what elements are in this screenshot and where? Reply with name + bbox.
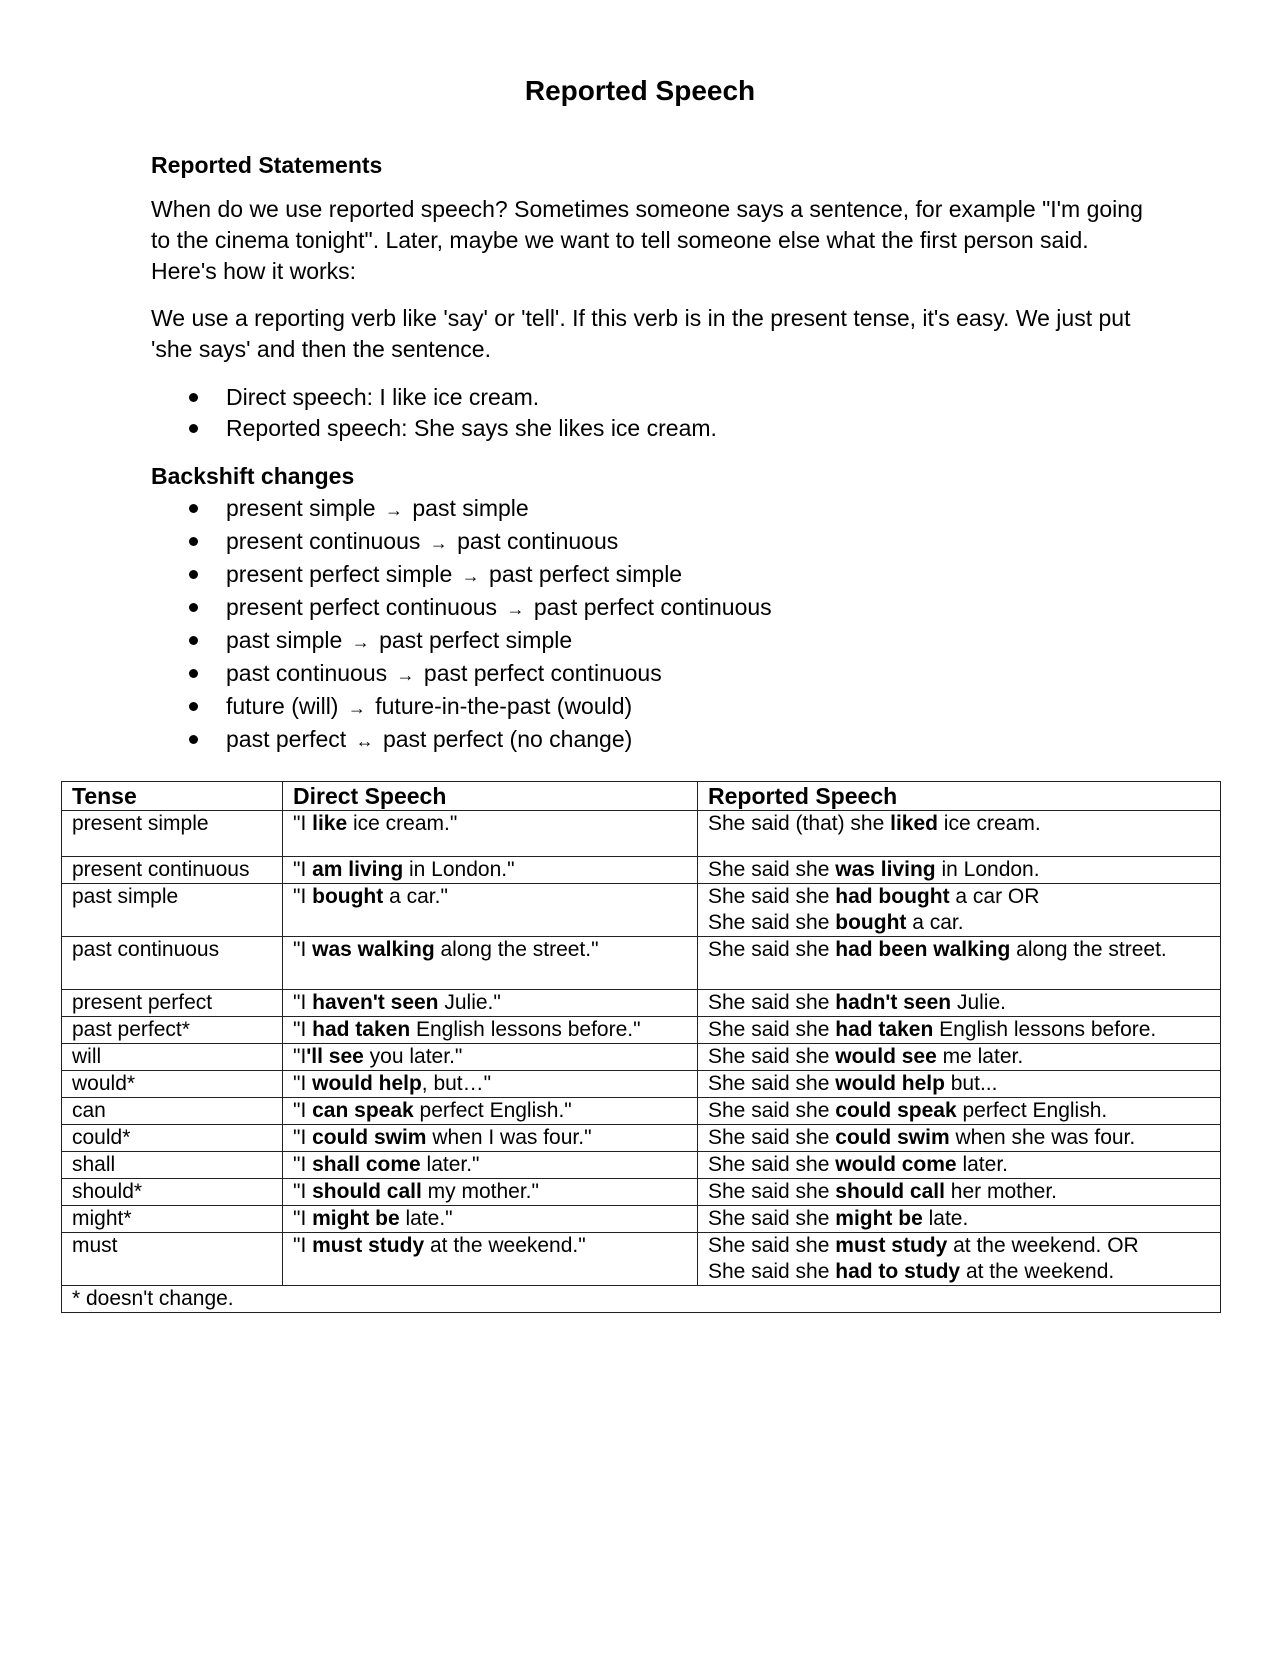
bullet-icon	[189, 504, 198, 513]
example-list	[151, 382, 1151, 444]
tense-cell: might*	[62, 1206, 283, 1233]
table-row	[62, 990, 1221, 1017]
reported-speech-cell	[698, 1152, 1221, 1179]
table-row	[62, 1125, 1221, 1152]
reported-speech-cell	[698, 1044, 1221, 1071]
right-arrow-icon: →	[461, 566, 480, 586]
table-row	[62, 1017, 1221, 1044]
right-arrow-icon: →	[506, 599, 525, 619]
reported-line: She said she must study at the weekend. OR	[708, 1234, 1139, 1257]
tense-cell: will	[62, 1044, 283, 1071]
bullet-icon	[189, 702, 198, 711]
direct-speech-cell: "I haven't seen Julie."	[283, 990, 698, 1017]
reported-speech-cell	[698, 990, 1221, 1017]
list-item: Direct speech: I like ice cream.	[151, 382, 1151, 413]
right-arrow-icon: →	[429, 533, 448, 553]
reported-speech-cell	[698, 1125, 1221, 1152]
backshift-item: past continuous → past perfect continuous	[151, 658, 1151, 691]
reported-line: She said she could speak perfect English.	[708, 1099, 1108, 1122]
footnote: * doesn't change.	[62, 1286, 1221, 1313]
reported-line: She said she could swim when she was four.	[708, 1126, 1136, 1149]
reported-line: She said she would come later.	[708, 1153, 1008, 1176]
table-row	[62, 884, 1221, 937]
reported-line: She said (that) she liked ice cream.	[708, 812, 1041, 835]
tense-table	[61, 781, 1221, 1313]
tense-cell: past perfect*	[62, 1017, 283, 1044]
bullet-icon	[189, 669, 198, 678]
direct-speech-cell: "I'll see you later."	[283, 1044, 698, 1071]
tense-cell: present continuous	[62, 857, 283, 884]
direct-speech-cell: "I would help, but…"	[283, 1071, 698, 1098]
reporting-verb-paragraph: We use a reporting verb like 'say' or 'tell'. If this verb is in the present tense, it's easy. We just put 'she says' and then the sentence.	[151, 305, 1131, 362]
reported-line: She said she had taken English lessons before.	[708, 1018, 1157, 1041]
column-header-direct: Direct Speech	[283, 782, 698, 811]
reported-speech-cell	[698, 1179, 1221, 1206]
direct-speech-cell: "I like ice cream."	[283, 811, 698, 857]
backshift-item: present continuous → past continuous	[151, 526, 1151, 559]
tense-cell: should*	[62, 1179, 283, 1206]
bullet-icon	[189, 393, 198, 402]
reported-speech-cell	[698, 1233, 1221, 1286]
direct-speech-cell: "I should call my mother."	[283, 1179, 698, 1206]
bullet-icon	[189, 424, 198, 433]
table-row	[62, 811, 1221, 857]
column-header-tense: Tense	[62, 782, 283, 811]
right-arrow-icon: →	[384, 500, 403, 520]
reported-line: She said she had been walking along the street.	[708, 938, 1167, 961]
table-row	[62, 937, 1221, 990]
reported-line: She said she was living in London.	[708, 858, 1040, 881]
backshift-item: future (will) → future-in-the-past (would)	[151, 691, 1151, 724]
reported-speech-cell	[698, 937, 1221, 990]
column-header-reported: Reported Speech	[698, 782, 1221, 811]
table-row	[62, 1152, 1221, 1179]
bullet-icon	[189, 537, 198, 546]
reported-speech-cell	[698, 857, 1221, 884]
table-header-row	[62, 782, 1221, 811]
tense-cell: past simple	[62, 884, 283, 937]
reported-line: She said she bought a car.	[708, 911, 964, 934]
backshift-item: past simple → past perfect simple	[151, 625, 1151, 658]
backshift-item: present perfect simple → past perfect simple	[151, 559, 1151, 592]
table-row	[62, 1206, 1221, 1233]
reported-speech-cell	[698, 1071, 1221, 1098]
right-arrow-icon: →	[351, 632, 370, 652]
reported-speech-cell	[698, 1017, 1221, 1044]
right-arrow-icon: →	[396, 665, 415, 685]
bullet-icon	[189, 636, 198, 645]
table-body	[62, 811, 1221, 1313]
reported-speech-cell	[698, 811, 1221, 857]
bullet-icon	[189, 570, 198, 579]
section-heading-backshift: Backshift changes	[151, 463, 355, 489]
right-arrow-icon: →	[347, 698, 366, 718]
direct-speech-cell: "I shall come later."	[283, 1152, 698, 1179]
tense-cell: could*	[62, 1125, 283, 1152]
reported-speech-cell	[698, 1206, 1221, 1233]
double-arrow-icon: ↔	[355, 731, 374, 751]
backshift-item: present simple → past simple	[151, 493, 1151, 526]
reported-speech-cell	[698, 1098, 1221, 1125]
direct-speech-cell: "I was walking along the street."	[283, 937, 698, 990]
list-item: Reported speech: She says she likes ice cream.	[151, 413, 1151, 444]
reported-line: She said she had bought a car OR	[708, 885, 1040, 908]
table-row	[62, 1098, 1221, 1125]
tense-cell: past continuous	[62, 937, 283, 990]
tense-cell: can	[62, 1098, 283, 1125]
section-heading-reported-statements: Reported Statements	[151, 152, 383, 178]
reported-line: She said she had to study at the weekend.	[708, 1260, 1115, 1283]
bullet-icon	[189, 735, 198, 744]
content-body	[151, 148, 1151, 757]
tense-cell: present perfect	[62, 990, 283, 1017]
backshift-item: past perfect ↔ past perfect (no change)	[151, 724, 1151, 757]
reported-line: She said she should call her mother.	[708, 1180, 1058, 1203]
table-footnote-row	[62, 1286, 1221, 1313]
backshift-item: present perfect continuous → past perfect continuous	[151, 592, 1151, 625]
reported-line: She said she would see me later.	[708, 1045, 1024, 1068]
direct-speech-cell: "I bought a car."	[283, 884, 698, 937]
direct-speech-cell: "I might be late."	[283, 1206, 698, 1233]
tense-cell: would*	[62, 1071, 283, 1098]
table-row	[62, 1179, 1221, 1206]
table-row	[62, 1044, 1221, 1071]
bullet-icon	[189, 603, 198, 612]
reported-line: She said she might be late.	[708, 1207, 969, 1230]
table-row	[62, 1233, 1221, 1286]
reported-line: She said she would help but...	[708, 1072, 998, 1095]
reported-line: She said she hadn't seen Julie.	[708, 991, 1006, 1014]
page-title: Reported Speech	[524, 75, 756, 106]
reported-speech-cell	[698, 884, 1221, 937]
tense-cell: shall	[62, 1152, 283, 1179]
direct-speech-cell: "I could swim when I was four."	[283, 1125, 698, 1152]
tense-cell: present simple	[62, 811, 283, 857]
direct-speech-cell: "I must study at the weekend."	[283, 1233, 698, 1286]
tense-cell: must	[62, 1233, 283, 1286]
direct-speech-cell: "I can speak perfect English."	[283, 1098, 698, 1125]
direct-speech-cell: "I am living in London."	[283, 857, 698, 884]
table-row	[62, 857, 1221, 884]
table-row	[62, 1071, 1221, 1098]
backshift-list	[151, 493, 1151, 757]
intro-paragraph: When do we use reported speech? Sometimes someone says a sentence, for example "I'm going to the cinema tonight". Later, maybe we want to tell someone else what the first person said. Here's how it works:	[151, 196, 1143, 284]
direct-speech-cell: "I had taken English lessons before."	[283, 1017, 698, 1044]
